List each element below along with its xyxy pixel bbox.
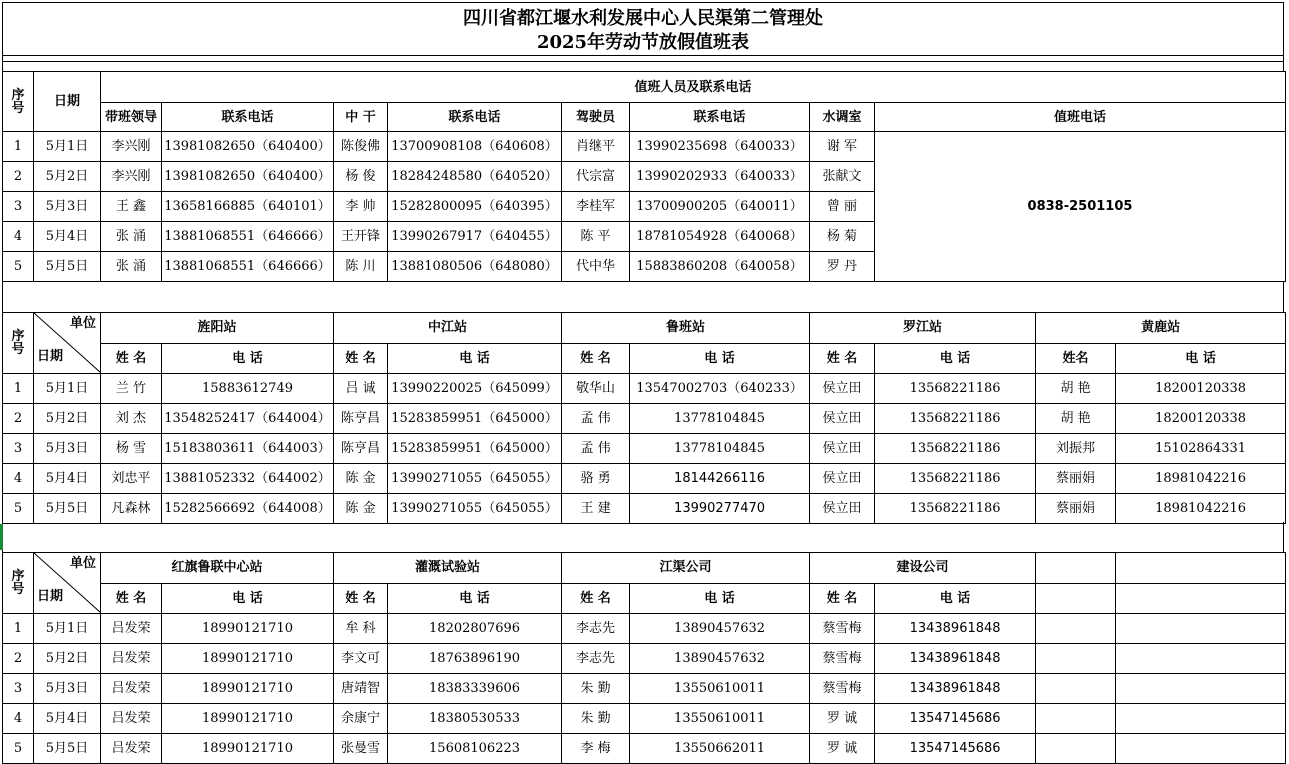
name-cell: 孟 伟 <box>562 404 630 434</box>
driver-cell: 陈 平 <box>562 222 630 252</box>
name-cell: 刘 杰 <box>101 404 162 434</box>
name-cell: 侯立田 <box>810 494 875 524</box>
date-cell: 5月4日 <box>34 704 101 734</box>
seq-header-text: 序号 <box>11 569 25 597</box>
leader-cell: 张 涌 <box>101 222 162 252</box>
name-cell: 罗 诚 <box>810 704 875 734</box>
phone-header: 电 话 <box>630 343 810 374</box>
empty-cell <box>1116 553 1286 584</box>
phone-cell: 15883612749 <box>162 374 334 404</box>
empty-cell <box>1036 674 1116 704</box>
table-row <box>3 674 1286 704</box>
seq-cell: 5 <box>3 734 34 764</box>
name-header: 姓 名 <box>810 343 875 374</box>
cadre-cell: 陈俊佛 <box>334 132 388 162</box>
date-cell: 5月5日 <box>34 494 101 524</box>
date-cell: 5月2日 <box>34 404 101 434</box>
seq-cell: 3 <box>3 674 34 704</box>
name-cell: 王 建 <box>562 494 630 524</box>
name-cell: 蔡丽娟 <box>1036 464 1116 494</box>
name-cell: 陈 金 <box>334 494 388 524</box>
phone-cell: 18990121710 <box>162 704 334 734</box>
phone-cell: 13990271055（645055） <box>388 464 562 494</box>
driver-cell: 李桂军 <box>562 192 630 222</box>
seq-cell: 4 <box>3 464 34 494</box>
table-row <box>3 464 1286 494</box>
phone-cell: 13547145686 <box>875 704 1036 734</box>
date-cell: 5月5日 <box>34 734 101 764</box>
leader-cell: 王 鑫 <box>101 192 162 222</box>
phone-cell: 18981042216 <box>1116 494 1286 524</box>
seq-cell: 2 <box>3 644 34 674</box>
table-row <box>3 434 1286 464</box>
table-row <box>3 132 1286 162</box>
table-row <box>3 734 1286 764</box>
phone-cell: 13550610011 <box>630 704 810 734</box>
name-cell: 刘振邦 <box>1036 434 1116 464</box>
phone-cell: 13438961848 <box>875 614 1036 644</box>
name-header: 姓名 <box>1036 343 1116 374</box>
seq-header <box>3 553 34 614</box>
selection-marker <box>0 524 3 550</box>
phone-cell: 13981082650（640400） <box>162 132 334 162</box>
phone-cell: 18763896190 <box>388 644 562 674</box>
col-leader: 带班领导 <box>101 103 162 132</box>
water-cell: 张献文 <box>810 162 875 192</box>
seq-cell: 4 <box>3 222 34 252</box>
empty-cell <box>1036 583 1116 614</box>
date-cell: 5月1日 <box>34 614 101 644</box>
driver-cell: 代宗富 <box>562 162 630 192</box>
phone-cell: 13890457632 <box>630 644 810 674</box>
name-cell: 侯立田 <box>810 404 875 434</box>
name-cell: 凡森林 <box>101 494 162 524</box>
title-line-1: 四川省都江堰水利发展中心人民渠第二管理处 <box>463 8 823 29</box>
phone-cell: 18383339606 <box>388 674 562 704</box>
station-header: 黄鹿站 <box>1036 313 1286 344</box>
name-cell: 刘忠平 <box>101 464 162 494</box>
phone-header: 电 话 <box>162 343 334 374</box>
water-cell: 罗 丹 <box>810 252 875 282</box>
seq-header-text: 序号 <box>11 87 25 116</box>
phone-cell: 18781054928（640068） <box>630 222 810 252</box>
name-cell: 朱 勤 <box>562 674 630 704</box>
col-phone-1: 联系电话 <box>162 103 334 132</box>
phone-header: 电 话 <box>875 343 1036 374</box>
name-cell: 陈亨昌 <box>334 404 388 434</box>
phone-cell: 13881052332（644002） <box>162 464 334 494</box>
date-cell: 5月2日 <box>34 162 101 192</box>
date-cell: 5月3日 <box>34 434 101 464</box>
stations-table-1 <box>2 312 1286 524</box>
name-cell: 侯立田 <box>810 464 875 494</box>
name-cell: 唐靖智 <box>334 674 388 704</box>
name-cell: 吕发荣 <box>101 734 162 764</box>
seq-cell: 1 <box>3 614 34 644</box>
name-cell: 胡 艳 <box>1036 374 1116 404</box>
table-row <box>3 404 1286 434</box>
name-cell: 罗 诚 <box>810 734 875 764</box>
driver-cell: 代中华 <box>562 252 630 282</box>
table-row <box>3 494 1286 524</box>
station-header: 江渠公司 <box>562 553 810 584</box>
empty-cell <box>1036 644 1116 674</box>
name-cell: 蔡雪梅 <box>810 674 875 704</box>
col-driver: 驾驶员 <box>562 103 630 132</box>
date-header: 日期 <box>34 72 101 132</box>
duty-leaders-table <box>2 71 1286 282</box>
phone-cell: 13547002703（640233） <box>630 374 810 404</box>
phone-cell: 18380530533 <box>388 704 562 734</box>
table-row <box>3 704 1286 734</box>
table-row <box>3 614 1286 644</box>
date-cell: 5月3日 <box>34 192 101 222</box>
phone-cell: 13778104845 <box>630 434 810 464</box>
phone-cell: 13881080506（648080） <box>388 252 562 282</box>
name-cell: 杨 雪 <box>101 434 162 464</box>
phone-cell: 15282566692（644008） <box>162 494 334 524</box>
unit-date-header <box>34 553 101 614</box>
empty-cell <box>1116 734 1286 764</box>
station-header: 罗江站 <box>810 313 1036 344</box>
empty-cell <box>1036 614 1116 644</box>
date-cell: 5月1日 <box>34 374 101 404</box>
phone-cell: 13990267917（640455） <box>388 222 562 252</box>
seq-cell: 3 <box>3 434 34 464</box>
driver-cell: 肖继平 <box>562 132 630 162</box>
seq-cell: 2 <box>3 404 34 434</box>
phone-cell: 13438961848 <box>875 674 1036 704</box>
date-cell: 5月4日 <box>34 222 101 252</box>
empty-cell <box>1116 674 1286 704</box>
phone-cell: 15102864331 <box>1116 434 1286 464</box>
name-cell: 蔡丽娟 <box>1036 494 1116 524</box>
seq-header <box>3 313 34 374</box>
date-cell: 5月5日 <box>34 252 101 282</box>
seq-cell: 1 <box>3 374 34 404</box>
phone-cell: 18990121710 <box>162 644 334 674</box>
cadre-cell: 陈 川 <box>334 252 388 282</box>
spacer-row <box>2 522 1284 553</box>
phone-cell: 18202807696 <box>388 614 562 644</box>
name-header: 姓 名 <box>562 343 630 374</box>
name-cell: 李志先 <box>562 614 630 644</box>
date-label: 日期 <box>37 349 64 364</box>
name-cell: 李文可 <box>334 644 388 674</box>
spacer-row <box>2 282 1284 313</box>
empty-cell <box>1036 734 1116 764</box>
station-header: 鲁班站 <box>562 313 810 344</box>
empty-cell <box>1116 704 1286 734</box>
phone-cell: 18981042216 <box>1116 464 1286 494</box>
seq-cell: 5 <box>3 252 34 282</box>
phone-cell: 13700908108（640608） <box>388 132 562 162</box>
date-cell: 5月4日 <box>34 464 101 494</box>
phone-cell: 13700900205（640011） <box>630 192 810 222</box>
duty-phone-value: 0838-2501105 <box>875 132 1286 282</box>
phone-cell: 18990121710 <box>162 674 334 704</box>
water-cell: 杨 菊 <box>810 222 875 252</box>
leader-cell: 李兴刚 <box>101 132 162 162</box>
name-cell: 张曼雪 <box>334 734 388 764</box>
cadre-cell: 王开锋 <box>334 222 388 252</box>
name-header: 姓 名 <box>562 583 630 614</box>
name-header: 姓 名 <box>334 343 388 374</box>
water-cell: 谢 军 <box>810 132 875 162</box>
seq-cell: 3 <box>3 192 34 222</box>
seq-header <box>3 72 34 132</box>
phone-cell: 15608106223 <box>388 734 562 764</box>
date-cell: 5月2日 <box>34 644 101 674</box>
name-cell: 吕 诚 <box>334 374 388 404</box>
date-cell: 5月1日 <box>34 132 101 162</box>
phone-cell: 13778104845 <box>630 404 810 434</box>
phone-cell: 18200120338 <box>1116 374 1286 404</box>
name-cell: 兰 竹 <box>101 374 162 404</box>
table-row <box>3 374 1286 404</box>
name-cell: 吕发荣 <box>101 674 162 704</box>
name-cell: 吕发荣 <box>101 704 162 734</box>
phone-cell: 15183803611（644003） <box>162 434 334 464</box>
phone-cell: 15283859951（645000） <box>388 434 562 464</box>
phone-cell: 13568221186 <box>875 434 1036 464</box>
phone-cell: 15283859951（645000） <box>388 404 562 434</box>
group-header: 值班人员及联系电话 <box>101 72 1286 103</box>
empty-cell <box>1036 553 1116 584</box>
seq-cell: 1 <box>3 132 34 162</box>
seq-cell: 5 <box>3 494 34 524</box>
phone-cell: 13890457632 <box>630 614 810 644</box>
phone-cell: 15282800095（640395） <box>388 192 562 222</box>
station-header: 红旗鲁联中心站 <box>101 553 334 584</box>
col-water: 水调室 <box>810 103 875 132</box>
empty-cell <box>1116 644 1286 674</box>
phone-cell: 18990121710 <box>162 734 334 764</box>
phone-cell: 13568221186 <box>875 494 1036 524</box>
name-cell: 侯立田 <box>810 374 875 404</box>
station-header: 中江站 <box>334 313 562 344</box>
phone-cell: 13658166885（640101） <box>162 192 334 222</box>
station-header: 建设公司 <box>810 553 1036 584</box>
name-cell: 陈 金 <box>334 464 388 494</box>
name-cell: 李志先 <box>562 644 630 674</box>
cadre-cell: 李 帅 <box>334 192 388 222</box>
col-phone-3: 联系电话 <box>630 103 810 132</box>
phone-cell: 18144266116 <box>630 464 810 494</box>
phone-cell: 13550610011 <box>630 674 810 704</box>
phone-cell: 13990220025（645099） <box>388 374 562 404</box>
name-cell: 蔡雪梅 <box>810 614 875 644</box>
name-cell: 侯立田 <box>810 434 875 464</box>
phone-cell: 13548252417（644004） <box>162 404 334 434</box>
name-cell: 孟 伟 <box>562 434 630 464</box>
phone-header: 电 话 <box>630 583 810 614</box>
stations-table-2 <box>2 552 1286 764</box>
seq-cell: 4 <box>3 704 34 734</box>
phone-cell: 13990277470 <box>630 494 810 524</box>
unit-label: 单位 <box>69 316 96 331</box>
phone-cell: 15883860208（640058） <box>630 252 810 282</box>
col-duty-phone: 值班电话 <box>875 103 1286 132</box>
spacer-row <box>2 56 1284 71</box>
name-header: 姓 名 <box>810 583 875 614</box>
title-line-2: 2025年劳动节放假值班表 <box>536 32 750 53</box>
name-cell: 敬华山 <box>562 374 630 404</box>
phone-cell: 13990271055（645055） <box>388 494 562 524</box>
phone-cell: 13438961848 <box>875 644 1036 674</box>
empty-cell <box>1036 704 1116 734</box>
name-cell: 胡 艳 <box>1036 404 1116 434</box>
phone-cell: 13568221186 <box>875 464 1036 494</box>
phone-cell: 13990202933（640033） <box>630 162 810 192</box>
name-cell: 吕发荣 <box>101 614 162 644</box>
col-phone-2: 联系电话 <box>388 103 562 132</box>
phone-cell: 18200120338 <box>1116 404 1286 434</box>
name-cell: 骆 勇 <box>562 464 630 494</box>
unit-label: 单位 <box>69 556 96 571</box>
cadre-cell: 杨 俊 <box>334 162 388 192</box>
name-cell: 李 梅 <box>562 734 630 764</box>
unit-date-header <box>34 313 101 374</box>
name-cell: 吕发荣 <box>101 644 162 674</box>
phone-cell: 13550662011 <box>630 734 810 764</box>
phone-cell: 13990235698（640033） <box>630 132 810 162</box>
phone-cell: 18990121710 <box>162 614 334 644</box>
phone-header: 电 话 <box>162 583 334 614</box>
name-cell: 牟 科 <box>334 614 388 644</box>
name-cell: 陈亨昌 <box>334 434 388 464</box>
name-header: 姓 名 <box>101 583 162 614</box>
sheet-title <box>2 2 1284 56</box>
phone-header: 电 话 <box>875 583 1036 614</box>
col-cadre: 中 干 <box>334 103 388 132</box>
name-cell: 余康宁 <box>334 704 388 734</box>
name-header: 姓 名 <box>334 583 388 614</box>
table-row <box>3 644 1286 674</box>
seq-header-text: 序号 <box>11 329 25 357</box>
name-cell: 朱 勤 <box>562 704 630 734</box>
phone-cell: 13881068551（646666） <box>162 252 334 282</box>
phone-cell: 13568221186 <box>875 404 1036 434</box>
station-header: 灌溉试验站 <box>334 553 562 584</box>
name-header: 姓 名 <box>101 343 162 374</box>
date-cell: 5月3日 <box>34 674 101 704</box>
empty-cell <box>1116 583 1286 614</box>
leader-cell: 李兴刚 <box>101 162 162 192</box>
phone-cell: 13881068551（646666） <box>162 222 334 252</box>
phone-header: 电 话 <box>388 583 562 614</box>
phone-cell: 13981082650（640400） <box>162 162 334 192</box>
name-cell: 蔡雪梅 <box>810 644 875 674</box>
phone-cell: 13547145686 <box>875 734 1036 764</box>
station-header: 旌阳站 <box>101 313 334 344</box>
phone-cell: 18284248580（640520） <box>388 162 562 192</box>
date-label: 日期 <box>37 589 64 604</box>
leader-cell: 张 涌 <box>101 252 162 282</box>
phone-header: 电 话 <box>388 343 562 374</box>
water-cell: 曾 丽 <box>810 192 875 222</box>
empty-cell <box>1116 614 1286 644</box>
phone-cell: 13568221186 <box>875 374 1036 404</box>
phone-header: 电 话 <box>1116 343 1286 374</box>
seq-cell: 2 <box>3 162 34 192</box>
